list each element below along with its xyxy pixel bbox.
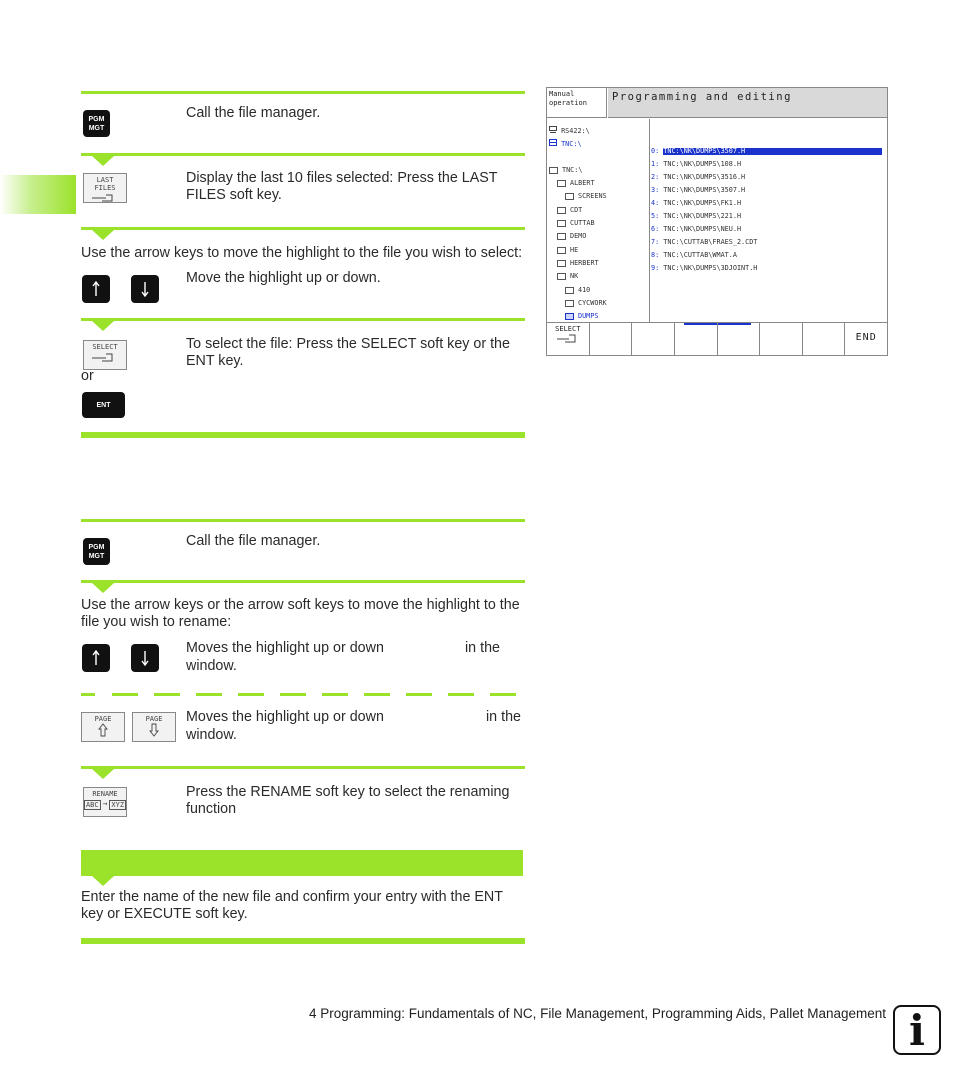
divider-dash xyxy=(112,693,138,696)
divider-dash xyxy=(81,693,95,696)
softkey-empty[interactable] xyxy=(590,323,633,355)
arrow-up-key[interactable] xyxy=(82,275,110,303)
arrow-down-icon xyxy=(140,281,150,297)
softkey-empty[interactable] xyxy=(803,323,846,355)
pgm-mgt-key[interactable] xyxy=(83,110,110,137)
file-index: 1: xyxy=(651,160,660,168)
folder-icon xyxy=(557,273,566,280)
mode-indicator xyxy=(547,88,607,118)
file-row[interactable] xyxy=(651,251,737,259)
tree-label: SCREENS xyxy=(578,192,607,200)
softkey-end[interactable] xyxy=(845,323,887,355)
file-path: TNC:\CUTTAB\WMAT.A xyxy=(663,251,737,259)
divider xyxy=(81,519,525,522)
tree-label: CDT xyxy=(570,206,583,214)
folder-icon xyxy=(557,220,566,227)
step-text: Display the last 10 files selected: Press the LAST FILES soft key. xyxy=(186,170,498,203)
key-label: PGM xyxy=(88,115,105,123)
divider xyxy=(81,91,525,94)
key-label: MGT xyxy=(88,124,105,132)
divider-dash xyxy=(406,693,432,696)
key-label: ENT xyxy=(96,401,111,409)
divider xyxy=(81,227,525,230)
step-text: in the xyxy=(486,709,521,725)
file-path: TNC:\NK\DUMPS\3507.H xyxy=(663,186,746,194)
hand-icon xyxy=(90,192,120,202)
drive-icon xyxy=(549,126,557,133)
tree-label: CYCWORK xyxy=(578,299,607,307)
file-path: TNC:\NK\DUMPS\221.H xyxy=(663,212,742,220)
softkey-sublabel: XYZ xyxy=(111,801,125,809)
page-up-softkey[interactable] xyxy=(81,712,125,742)
last-files-softkey[interactable] xyxy=(83,173,127,203)
file-index: 5: xyxy=(651,212,660,220)
file-row[interactable] xyxy=(651,199,741,207)
divider-dash xyxy=(154,693,180,696)
step-text: Move the highlight up or down. xyxy=(186,270,381,286)
softkey-label: PAGE xyxy=(94,715,112,723)
softkey-empty[interactable] xyxy=(675,323,718,355)
divider xyxy=(81,580,525,583)
file-row[interactable] xyxy=(651,186,745,194)
tree-item[interactable] xyxy=(557,272,578,280)
pgm-mgt-key[interactable] xyxy=(83,538,110,565)
softkey-label: SELECT xyxy=(92,343,118,351)
arrow-down-icon xyxy=(140,650,150,666)
softkey-label: END xyxy=(855,332,877,343)
tree-item[interactable] xyxy=(557,206,582,214)
file-path: TNC:\NK\DUMPS\108.H xyxy=(663,160,742,168)
tnc-screen xyxy=(546,87,888,356)
folder-icon xyxy=(557,233,566,240)
highlight-bar xyxy=(81,850,523,876)
step-text: To select the file: Press the SELECT soft key or the ENT key. xyxy=(186,336,510,369)
intro-text: Use the arrow keys to move the highlight to the file you wish to select: xyxy=(81,245,523,261)
tree-label: TNC:\ xyxy=(561,140,582,148)
step-arrow xyxy=(92,156,114,166)
tree-item[interactable] xyxy=(557,246,578,254)
tree-item[interactable] xyxy=(565,286,590,294)
tree-item[interactable] xyxy=(557,259,599,267)
tree-label: 410 xyxy=(578,286,591,294)
divider xyxy=(81,432,525,438)
divider-dash xyxy=(238,693,264,696)
file-index: 0: xyxy=(651,147,660,155)
folder-icon xyxy=(557,180,566,187)
file-index: 6: xyxy=(651,225,660,233)
step-arrow xyxy=(92,230,114,240)
intro-text: Use the arrow keys or the arrow soft keys to move the highlight to the file you wish to rename: xyxy=(81,597,520,630)
folder-icon xyxy=(557,207,566,214)
divider-dash xyxy=(448,693,474,696)
file-index: 2: xyxy=(651,173,660,181)
page-footer: 4 Programming: Fundamentals of NC, File Management, Programming Aids, Pallet Management xyxy=(308,1006,886,1021)
file-row[interactable] xyxy=(651,212,741,220)
file-index: 4: xyxy=(651,199,660,207)
softkey-bar xyxy=(547,322,887,355)
divider-dash xyxy=(280,693,306,696)
step-arrow xyxy=(92,876,114,886)
file-path: TNC:\NK\DUMPS\3DJOINT.H xyxy=(663,264,758,272)
divider-dash xyxy=(322,693,348,696)
drive-icon xyxy=(549,139,557,146)
tree-item[interactable] xyxy=(549,139,582,148)
softkey-select[interactable] xyxy=(547,323,590,355)
arrow-up-icon xyxy=(91,650,101,666)
tree-label: RS422:\ xyxy=(561,127,590,135)
file-index: 7: xyxy=(651,238,660,246)
divider xyxy=(81,153,525,156)
file-row[interactable] xyxy=(651,264,757,272)
divider-dash xyxy=(364,693,390,696)
softkey-sublabel: ABC xyxy=(85,801,99,809)
file-row[interactable] xyxy=(651,173,745,181)
mode-label: Manual xyxy=(549,90,575,98)
tree-item[interactable] xyxy=(549,126,590,135)
step-text: Enter the name of the new file and confirm your entry with the ENT key or EXECUTE soft key. xyxy=(81,889,503,922)
step-text: Call the file manager. xyxy=(186,533,321,549)
step-text: Moves the highlight up or down xyxy=(186,709,384,725)
tree-label: DEMO xyxy=(570,232,587,240)
softkey-label: LAST xyxy=(96,176,114,184)
file-row[interactable] xyxy=(651,160,741,168)
key-label: PGM xyxy=(88,543,105,551)
file-path: TNC:\NK\DUMPS\3507.H xyxy=(663,147,746,155)
divider-dash xyxy=(196,693,222,696)
step-text: in the xyxy=(465,640,500,656)
step-arrow xyxy=(92,769,114,779)
file-row[interactable] xyxy=(651,147,745,155)
file-index: 9: xyxy=(651,264,660,272)
rename-softkey[interactable] xyxy=(83,787,127,817)
file-row[interactable] xyxy=(651,238,757,246)
arrow-down-key[interactable] xyxy=(131,644,159,672)
page-up-arrow-icon xyxy=(98,723,108,737)
or-text: or xyxy=(81,368,94,384)
ent-key[interactable] xyxy=(82,392,125,418)
tree-label: HERBERT xyxy=(570,259,599,267)
tree-item[interactable] xyxy=(565,192,607,200)
file-path: TNC:\NK\DUMPS\3516.H xyxy=(663,173,746,181)
rename-icon xyxy=(84,800,126,810)
step-arrow xyxy=(92,583,114,593)
screen-title: Programming and editing xyxy=(608,88,887,118)
info-icon: i xyxy=(893,1005,941,1055)
step-text: window. xyxy=(186,727,237,743)
softkey-label: FILES xyxy=(94,184,116,192)
hand-icon xyxy=(90,351,120,363)
key-label: MGT xyxy=(88,552,105,560)
file-index: 8: xyxy=(651,251,660,259)
folder-icon xyxy=(557,247,566,254)
page-down-arrow-icon xyxy=(149,723,159,737)
select-softkey[interactable] xyxy=(83,340,127,370)
tree-label: TNC:\ xyxy=(562,166,583,174)
softkey-empty[interactable] xyxy=(718,323,761,355)
tree-label: DUMPS xyxy=(578,312,599,320)
hand-icon xyxy=(555,333,581,344)
softkey-empty[interactable] xyxy=(760,323,803,355)
arrow-down-key[interactable] xyxy=(131,275,159,303)
tree-label: CUTTAB xyxy=(570,219,595,227)
step-text: Moves the highlight up or down xyxy=(186,640,384,656)
divider xyxy=(81,766,525,769)
tree-label: ALBERT xyxy=(570,179,595,187)
tree-label: HE xyxy=(570,246,579,254)
directory-tree xyxy=(547,119,650,323)
chapter-tab xyxy=(0,175,76,214)
tree-item[interactable] xyxy=(557,232,586,240)
arrow-up-icon xyxy=(91,281,101,297)
file-path: TNC:\NK\DUMPS\FK1.H xyxy=(663,199,742,207)
tree-item[interactable] xyxy=(549,166,582,174)
page-down-softkey[interactable] xyxy=(132,712,176,742)
step-text: Call the file manager. xyxy=(186,105,321,121)
file-index: 3: xyxy=(651,186,660,194)
step-text: window. xyxy=(186,658,237,674)
file-row[interactable] xyxy=(651,225,741,233)
divider-dash xyxy=(490,693,516,696)
step-arrow xyxy=(92,321,114,331)
divider xyxy=(81,938,525,944)
softkey-label: RENAME xyxy=(92,790,118,798)
folder-icon xyxy=(565,287,574,294)
tree-item[interactable] xyxy=(557,179,595,187)
file-path: TNC:\CUTTAB\FRAES_2.CDT xyxy=(663,238,758,246)
folder-icon xyxy=(557,260,566,267)
divider xyxy=(81,318,525,321)
file-path: TNC:\NK\DUMPS\NEU.H xyxy=(663,225,742,233)
step-text: Press the RENAME soft key to select the renaming function xyxy=(186,784,510,817)
arrow-right-icon: → xyxy=(102,799,108,808)
folder-icon xyxy=(565,300,574,307)
folder-icon xyxy=(565,193,574,200)
folder-open-icon xyxy=(565,313,574,320)
mode-label: operation xyxy=(549,99,587,107)
tree-item[interactable] xyxy=(557,219,595,227)
tree-label: NK xyxy=(570,272,579,280)
softkey-label: SELECT xyxy=(555,325,581,333)
arrow-up-key[interactable] xyxy=(82,644,110,672)
folder-icon xyxy=(549,167,558,174)
softkey-empty[interactable] xyxy=(632,323,675,355)
softkey-label: PAGE xyxy=(145,715,163,723)
tree-item[interactable] xyxy=(565,299,607,307)
tree-item[interactable] xyxy=(565,312,598,320)
